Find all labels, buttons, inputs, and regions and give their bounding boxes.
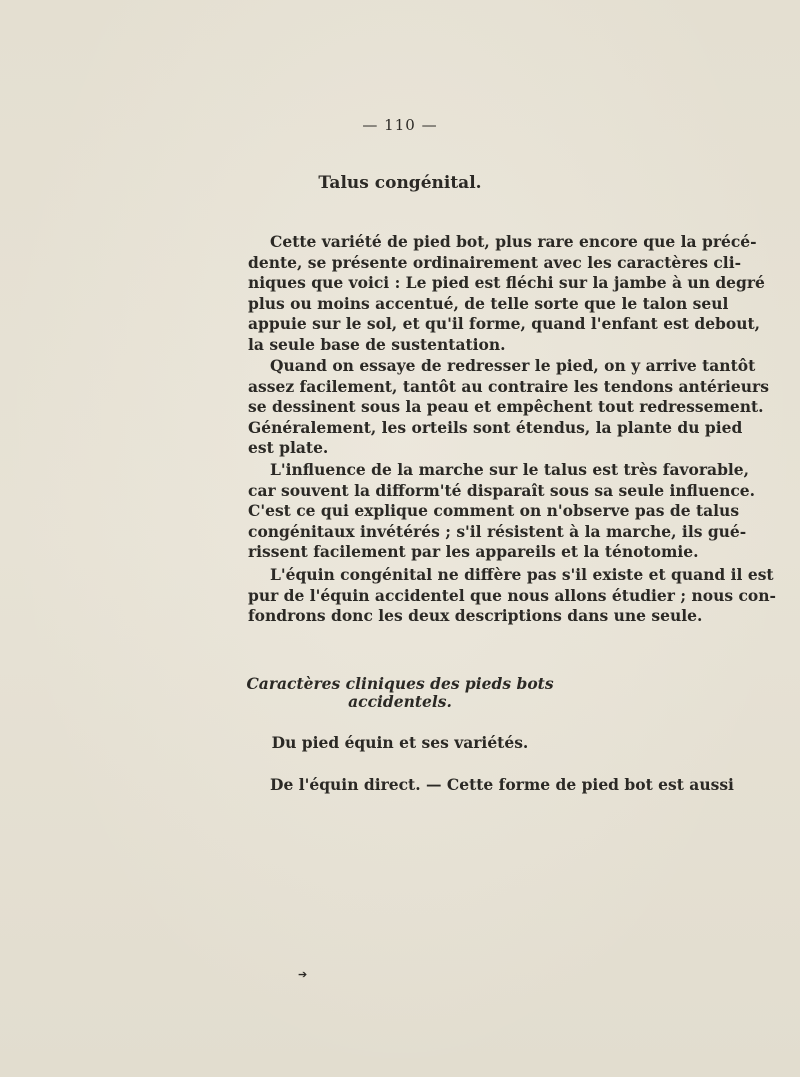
- text-line: assez facilement, tantôt au contraire les tendons antérieurs: [248, 376, 769, 396]
- subsection-title-cont: accidentels.: [348, 692, 452, 711]
- text-line: dente, se présente ordinairement avec les caractères cli-: [248, 252, 742, 272]
- paragraph-3: [248, 460, 756, 563]
- text-line: appuie sur le sol, et qu'il forme, quand l'enfant est debout,: [248, 314, 761, 334]
- text-line: pur de l'équin accidentel que nous allons étudier ; nous con-: [248, 585, 776, 605]
- final-paragraph: [248, 775, 734, 796]
- text-line: plus ou moins accentué, de telle sorte que le talon seul: [248, 293, 729, 313]
- text-line: rissent facilement par les appareils et la ténotomie.: [248, 542, 699, 562]
- text-line: Cette variété de pied bot, plus rare encore que la précé-: [270, 232, 757, 251]
- text-line: la seule base de sustentation.: [248, 334, 506, 354]
- section-title: Talus congénital.: [318, 173, 482, 193]
- text-line: De l'équin direct. — Cette forme de pied bot est aussi: [270, 775, 734, 794]
- paragraph-1: [248, 232, 765, 356]
- subsection-heading: Du pied équin et ses variétés.: [271, 733, 529, 752]
- paragraph-4: [248, 565, 776, 627]
- paragraph-2: [248, 356, 769, 459]
- text-line: Généralement, les orteils sont étendus, la plante du pied: [248, 417, 743, 437]
- text-line: fondrons donc les deux descriptions dans une seule.: [248, 606, 703, 626]
- page-number: — 110 —: [362, 116, 438, 134]
- text-line: se dessinent sous la peau et empêchent tout redressement.: [248, 397, 764, 417]
- text-line: L'équin congénital ne diffère pas s'il existe et quand il est: [270, 565, 774, 584]
- text-line: car souvent la difform'té disparaît sous sa seule influence.: [248, 480, 756, 500]
- text-line: C'est ce qui explique comment on n'observe pas de talus: [248, 501, 740, 521]
- subsection-title: Caractères cliniques des pieds bots: [246, 674, 554, 693]
- text-line: congénitaux invétérés ; s'il résistent à la marche, ils gué-: [248, 521, 747, 541]
- text-line: est plate.: [248, 438, 329, 458]
- text-line: L'influence de la marche sur le talus est très favorable,: [270, 460, 750, 479]
- text-line: niques que voici : Le pied est fléchi sur la jambe à un degré: [248, 273, 765, 293]
- text-line: Quand on essaye de redresser le pied, on y arrive tantôt: [270, 356, 756, 375]
- ink-mark: ➔: [298, 968, 308, 981]
